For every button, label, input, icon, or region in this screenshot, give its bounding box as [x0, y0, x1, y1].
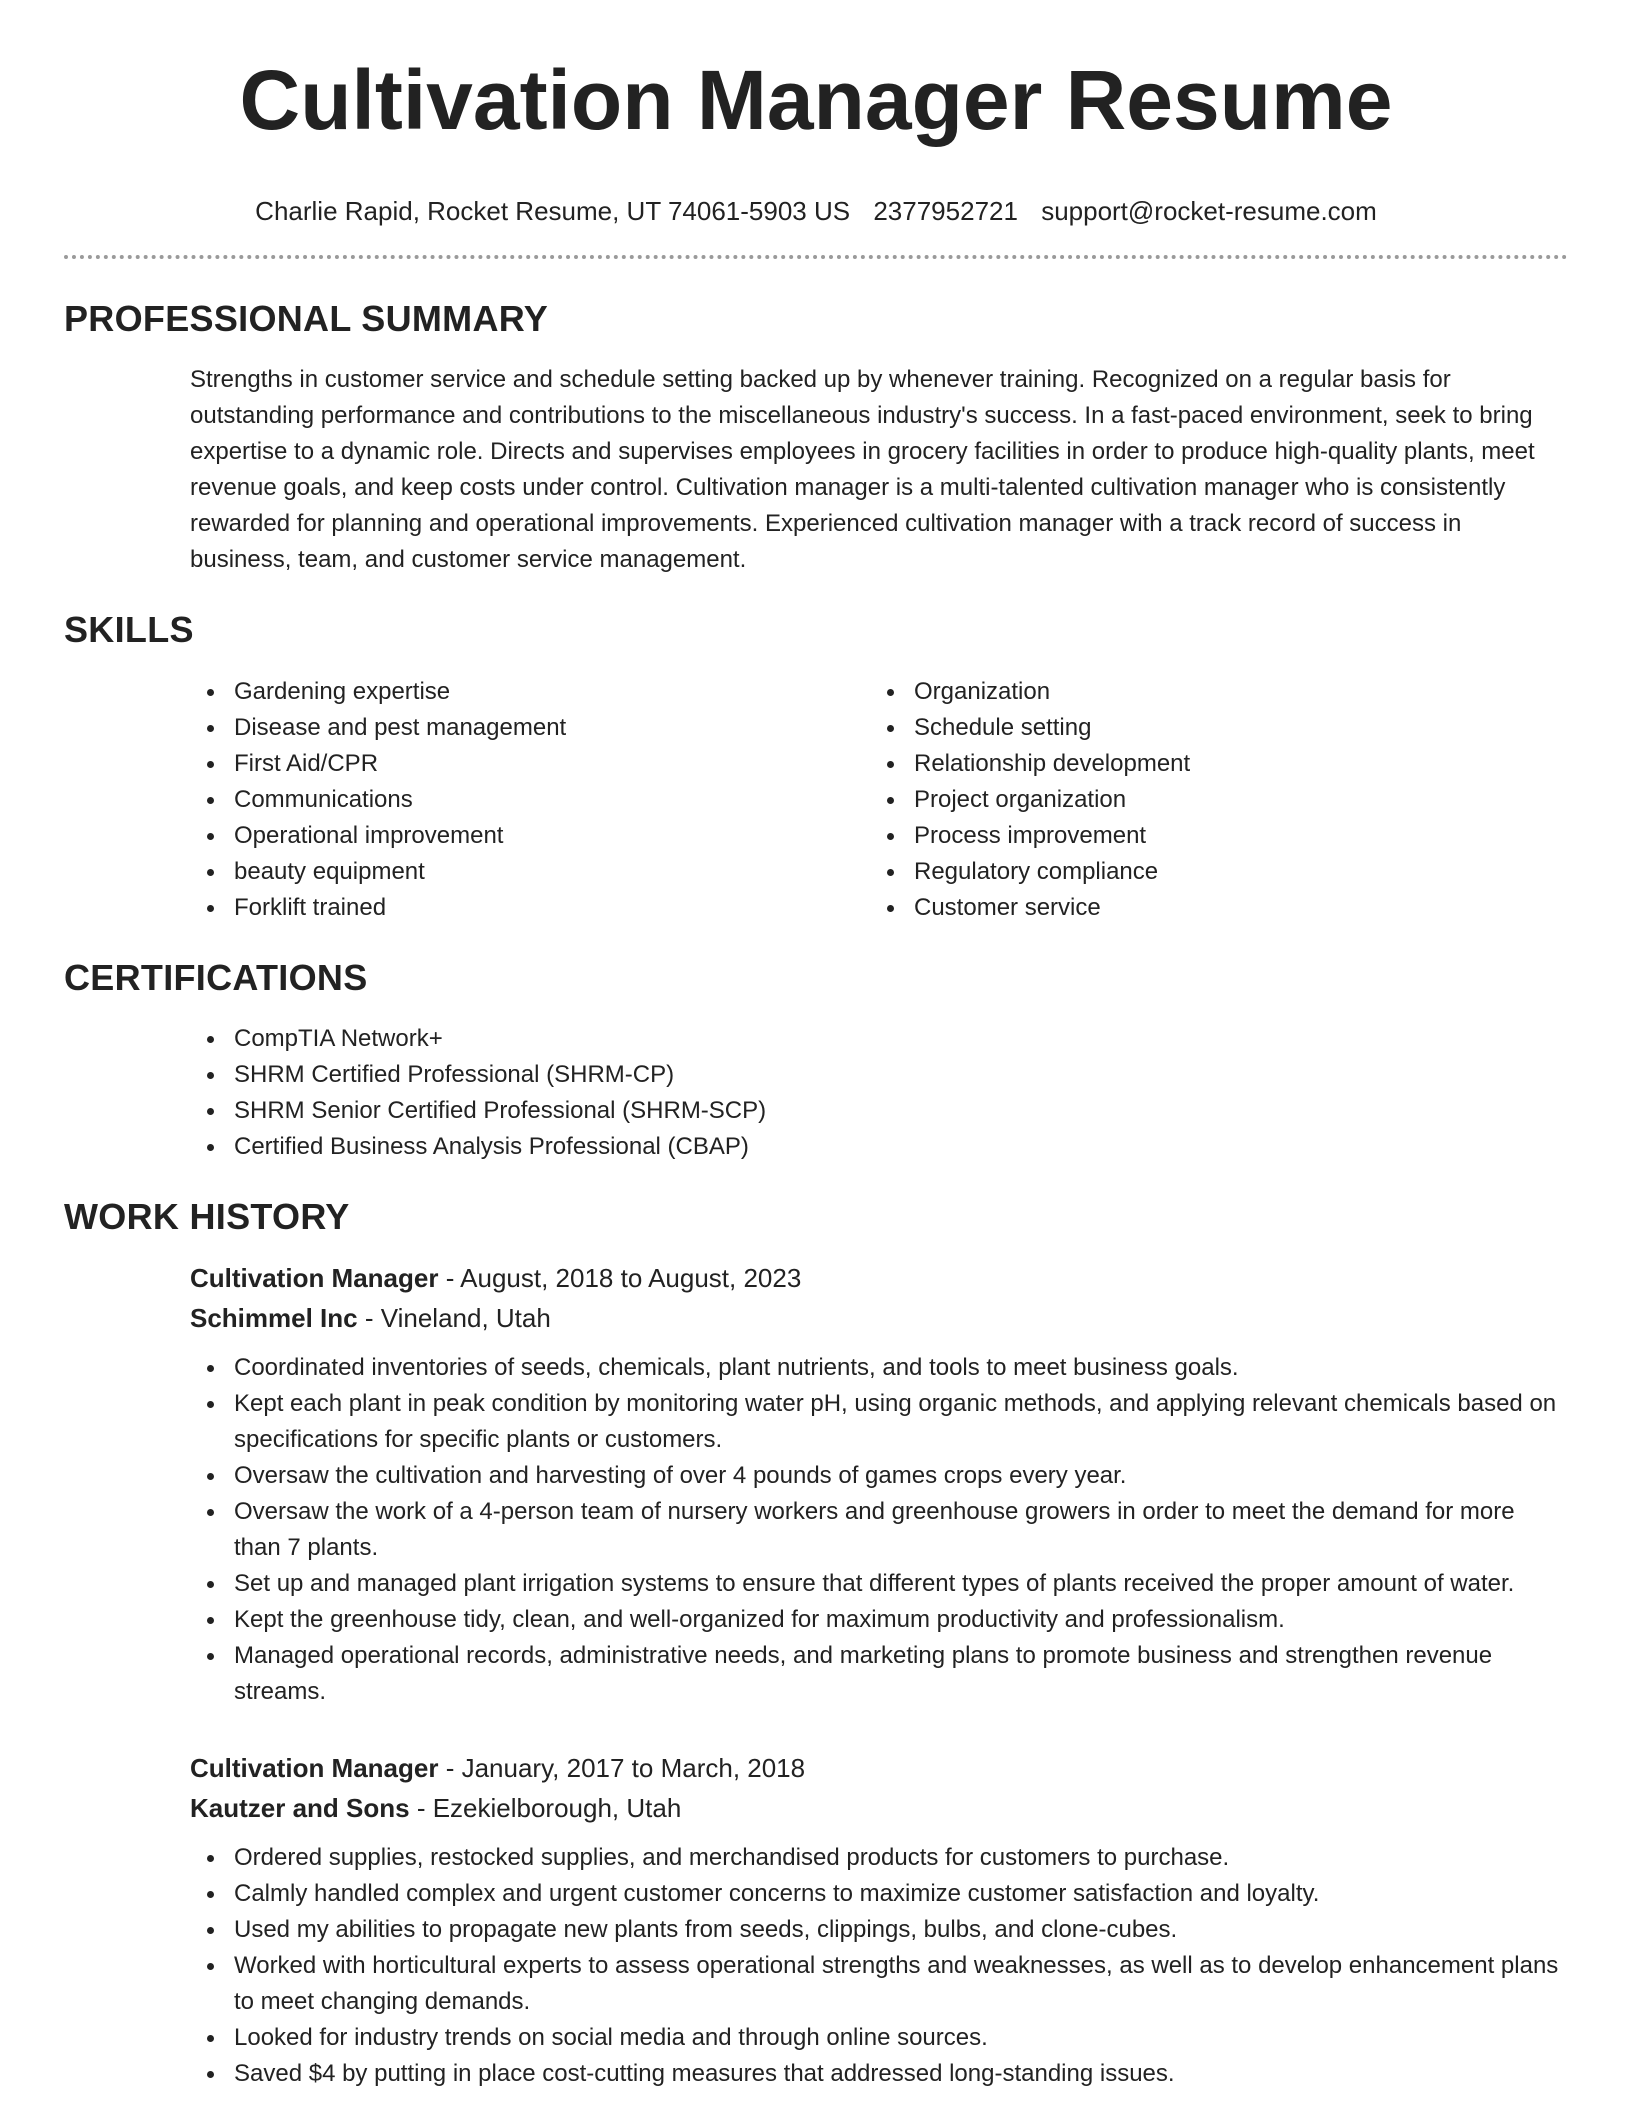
section-professional-summary [64, 297, 1568, 578]
job-dates: - August, 2018 to August, 2023 [438, 1262, 802, 1293]
job-entry [190, 1258, 1562, 1710]
job-company-line [190, 1298, 1562, 1338]
certifications-list [190, 1021, 1562, 1165]
contact-line [64, 196, 1568, 227]
section-heading: WORK HISTORY [64, 1195, 350, 1237]
list-item: Oversaw the cultivation and harvesting of over 4 pounds of games crops every year. [190, 1458, 1562, 1494]
list-item: Set up and managed plant irrigation systems to ensure that different types of plants received the proper amount of water. [190, 1566, 1562, 1602]
list-item: Regulatory compliance [870, 854, 1550, 890]
skills-list-left [190, 674, 870, 926]
list-item: SHRM Senior Certified Professional (SHRM-SCP) [190, 1093, 1562, 1129]
list-item: Customer service [870, 890, 1550, 926]
section-work-history [64, 1195, 1568, 2092]
list-item: Disease and pest management [190, 710, 870, 746]
job-location: - Ezekielborough, Utah [409, 1792, 682, 1823]
page-title: Cultivation Manager Resume [239, 53, 1393, 147]
list-item: Kept the greenhouse tidy, clean, and well-organized for maximum productivity and professionalism. [190, 1602, 1562, 1638]
list-item: Worked with horticultural experts to assess operational strengths and weaknesses, as well as to develop enhancement plans to meet changing demands. [190, 1948, 1562, 2020]
list-item: Managed operational records, administrative needs, and marketing plans to promote business and strengthen revenue streams. [190, 1638, 1562, 1710]
skills-grid [190, 674, 1562, 926]
list-item: Gardening expertise [190, 674, 870, 710]
list-item: Schedule setting [870, 710, 1550, 746]
list-item: Used my abilities to propagate new plants from seeds, clippings, bulbs, and clone-cubes. [190, 1912, 1562, 1948]
list-item: Operational improvement [190, 818, 870, 854]
list-item: Ordered supplies, restocked supplies, and merchandised products for customers to purchase. [190, 1840, 1562, 1876]
list-item: Communications [190, 782, 870, 818]
list-item: Coordinated inventories of seeds, chemicals, plant nutrients, and tools to meet business goals. [190, 1350, 1562, 1386]
header-divider [64, 255, 1568, 259]
list-item: Organization [870, 674, 1550, 710]
section-certifications [64, 956, 1568, 1165]
list-item: Saved $4 by putting in place cost-cutting measures that addressed long-standing issues. [190, 2056, 1562, 2092]
summary-text: Strengths in customer service and schedule setting backed up by whenever training. Recognized on a regular basis for outstanding performance and contributions to the miscellaneous industry's success. In a fast-paced environment, seek to bring expertise to a dynamic role. Directs and supervises employees in grocery facilities in order to produce high-quality plants, meet revenue goals, and keep costs under control. Cultivation manager is a multi-talented cultivation manager who is consistently rewarded for planning and operational improvements. Experienced cultivation manager with a track record of success in business, team, and customer service management. [190, 366, 1535, 574]
job-title: Cultivation Manager [190, 1752, 439, 1783]
list-item: Project organization [870, 782, 1550, 818]
skills-list-right [870, 674, 1550, 926]
job-company-line [190, 1788, 1562, 1828]
job-company: Schimmel Inc [190, 1302, 358, 1333]
job-company: Kautzer and Sons [190, 1792, 410, 1823]
list-item: Certified Business Analysis Professional (CBAP) [190, 1129, 1562, 1165]
contact-phone: 2377952721 [873, 196, 1018, 226]
list-item: Forklift trained [190, 890, 870, 926]
section-skills [64, 608, 1568, 925]
list-item: Calmly handled complex and urgent customer concerns to maximize customer satisfaction and loyalty. [190, 1876, 1562, 1912]
list-item: Looked for industry trends on social media and through online sources. [190, 2020, 1562, 2056]
job-bullets [190, 1840, 1562, 2092]
job-title-line [190, 1258, 1562, 1298]
job-bullets [190, 1350, 1562, 1710]
list-item: SHRM Certified Professional (SHRM-CP) [190, 1057, 1562, 1093]
section-heading: SKILLS [64, 609, 194, 651]
section-heading: CERTIFICATIONS [64, 956, 368, 998]
job-title-line [190, 1748, 1562, 1788]
contact-email: support@rocket-resume.com [1041, 196, 1377, 226]
job-title: Cultivation Manager [190, 1262, 439, 1293]
list-item: Kept each plant in peak condition by monitoring water pH, using organic methods, and applying relevant chemicals based on specifications for specific plants or customers. [190, 1386, 1562, 1458]
list-item: Relationship development [870, 746, 1550, 782]
list-item: beauty equipment [190, 854, 870, 890]
list-item: Oversaw the work of a 4-person team of nursery workers and greenhouse growers in order to meet the demand for more than 7 plants. [190, 1494, 1562, 1566]
job-dates: - January, 2017 to March, 2018 [438, 1752, 806, 1783]
section-heading: PROFESSIONAL SUMMARY [64, 298, 549, 340]
list-item: CompTIA Network+ [190, 1021, 1562, 1057]
job-location: - Vineland, Utah [357, 1302, 551, 1333]
resume-header [64, 0, 1568, 227]
list-item: First Aid/CPR [190, 746, 870, 782]
contact-address: Charlie Rapid, Rocket Resume, UT 74061-5903 US [255, 196, 851, 226]
list-item: Process improvement [870, 818, 1550, 854]
job-entry [190, 1748, 1562, 2092]
